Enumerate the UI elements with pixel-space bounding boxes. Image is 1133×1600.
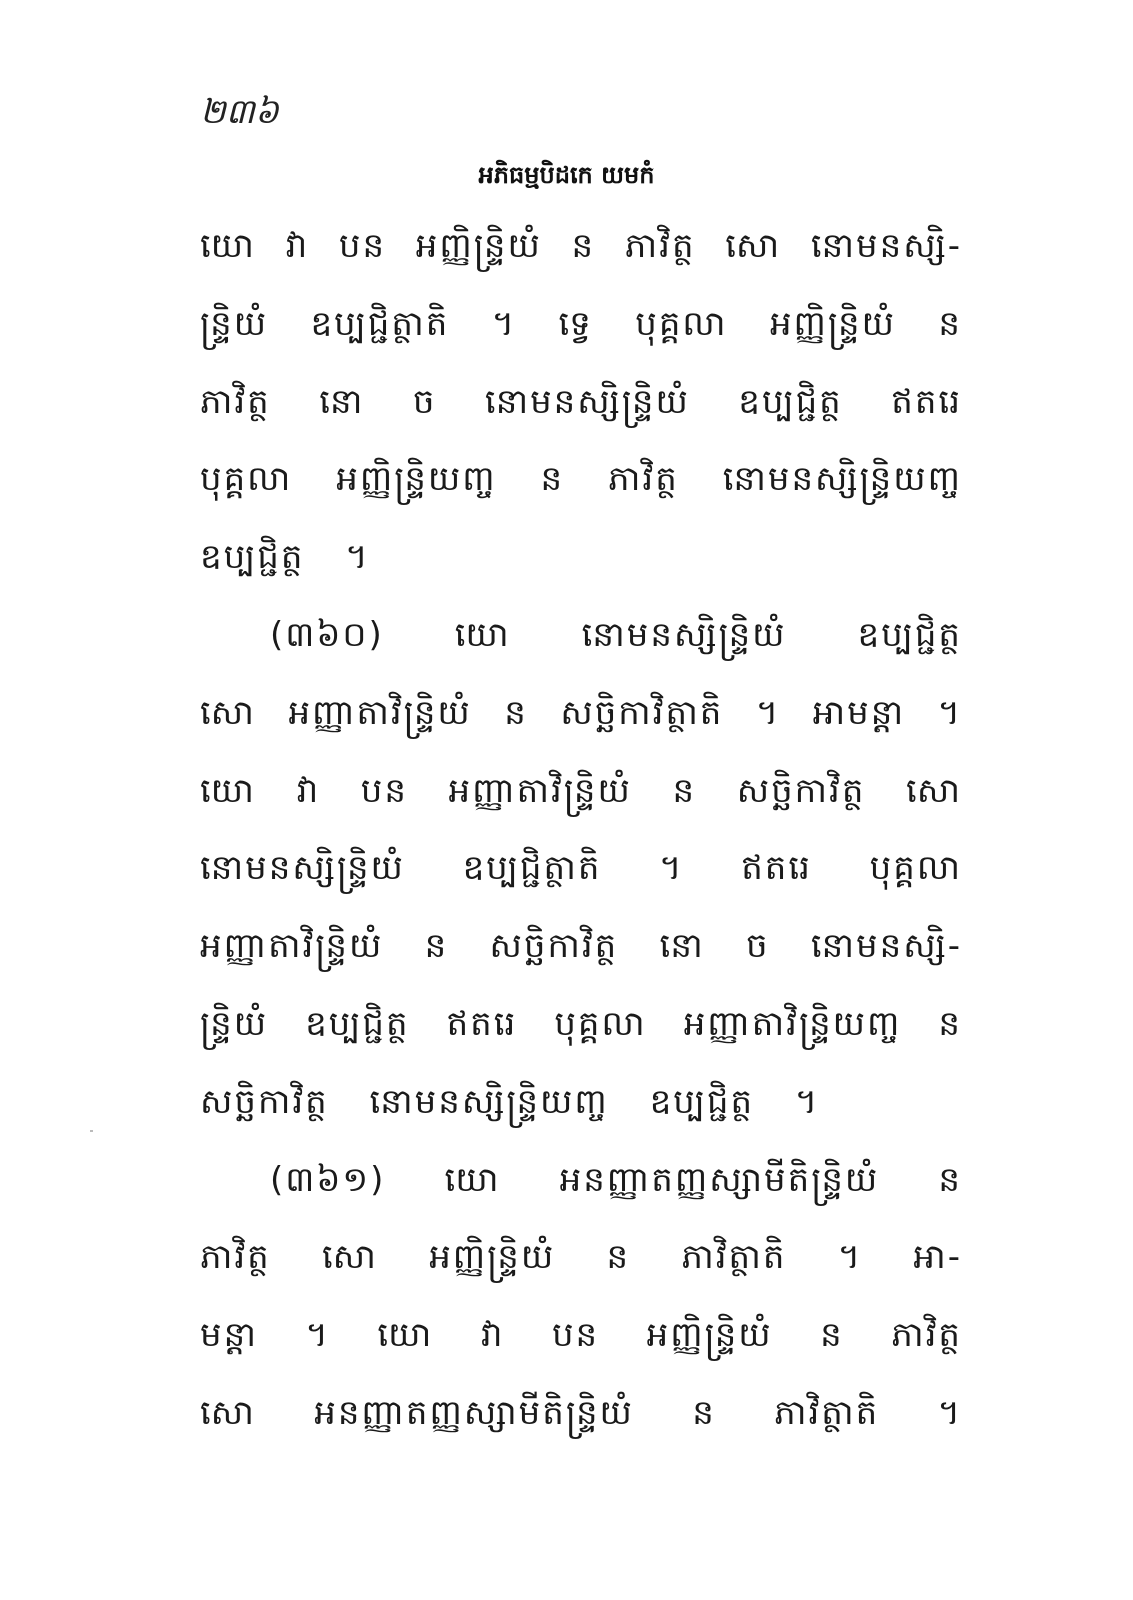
text-line: មន្តា ។ យោ វា បន អញ្ញិន្ទ្រិយំ ន ភាវិត្ថ <box>200 1315 962 1356</box>
running-head: អភិធម្មបិដកេ យមកំ <box>478 161 655 189</box>
text-line: ភាវិត្ថ សោ អញ្ញិន្ទ្រិយំ ន ភាវិត្ថាតិ ។ អា- <box>200 1237 962 1278</box>
text-line: យោ វា បន អញ្ញាតាវិន្ទ្រិយំ ន សច្ឆិកាវិត្ថ សោ <box>200 770 962 811</box>
body-text <box>200 208 962 1453</box>
text-line: សច្ឆិកាវិត្ថ នោមនស្សិន្ទ្រិយញ្ច ឧប្បជ្ជិត្ថ ។ <box>200 1081 820 1122</box>
text-line: ន្ទ្រិយំ ឧប្បជ្ជិត្ថាតិ ។ ទ្វេ បុគ្គលា អញ្ញិន្ទ្រិយំ ន <box>200 303 962 344</box>
text-line: អញ្ញាតាវិន្ទ្រិយំ ន សច្ឆិកាវិត្ថ នោ ច នោមនស្សិ- <box>200 926 962 967</box>
text-line: យោ វា បន អញ្ញិន្ទ្រិយំ ន ភាវិត្ថ សោ នោមនស្សិ- <box>200 226 962 266</box>
scan-speck <box>90 1130 93 1132</box>
text-line: ឧប្បជ្ជិត្ថ ។ <box>200 537 370 578</box>
paragraph-361-start: (៣៦១) យោ អនញ្ញាតញ្ញស្សាមីតិន្ទ្រិយំ ន <box>270 1159 962 1200</box>
text-line: សោ អនញ្ញាតញ្ញស្សាមីតិន្ទ្រិយំ ន ភាវិត្ថាតិ ។ <box>200 1392 962 1433</box>
text-line: នោមនស្សិន្ទ្រិយំ ឧប្បជ្ជិត្ថាតិ ។ ឥតរេ បុគ្គលា <box>200 848 962 889</box>
page-number: ២៣៦ <box>200 92 279 132</box>
text-line: បុគ្គលា អញ្ញិន្ទ្រិយញ្ច ន ភាវិត្ថ នោមនស្សិន្ទ្រិយញ្ច <box>200 459 962 500</box>
paragraph-360-start: (៣៦០) យោ នោមនស្សិន្ទ្រិយំ ឧប្បជ្ជិត្ថ <box>270 614 962 655</box>
text-line: ន្ទ្រិយំ ឧប្បជ្ជិត្ថ ឥតរេ បុគ្គលា អញ្ញាតាវិន្ទ្រិយញ្ច ន <box>200 1003 962 1044</box>
text-line: ភាវិត្ថ នោ ច នោមនស្សិន្ទ្រិយំ ឧប្បជ្ជិត្ថ ឥតរេ <box>200 381 962 422</box>
text-line: សោ អញ្ញាតាវិន្ទ្រិយំ ន សច្ឆិកាវិត្ថាតិ ។ អាមន្តា ។ <box>200 692 962 733</box>
